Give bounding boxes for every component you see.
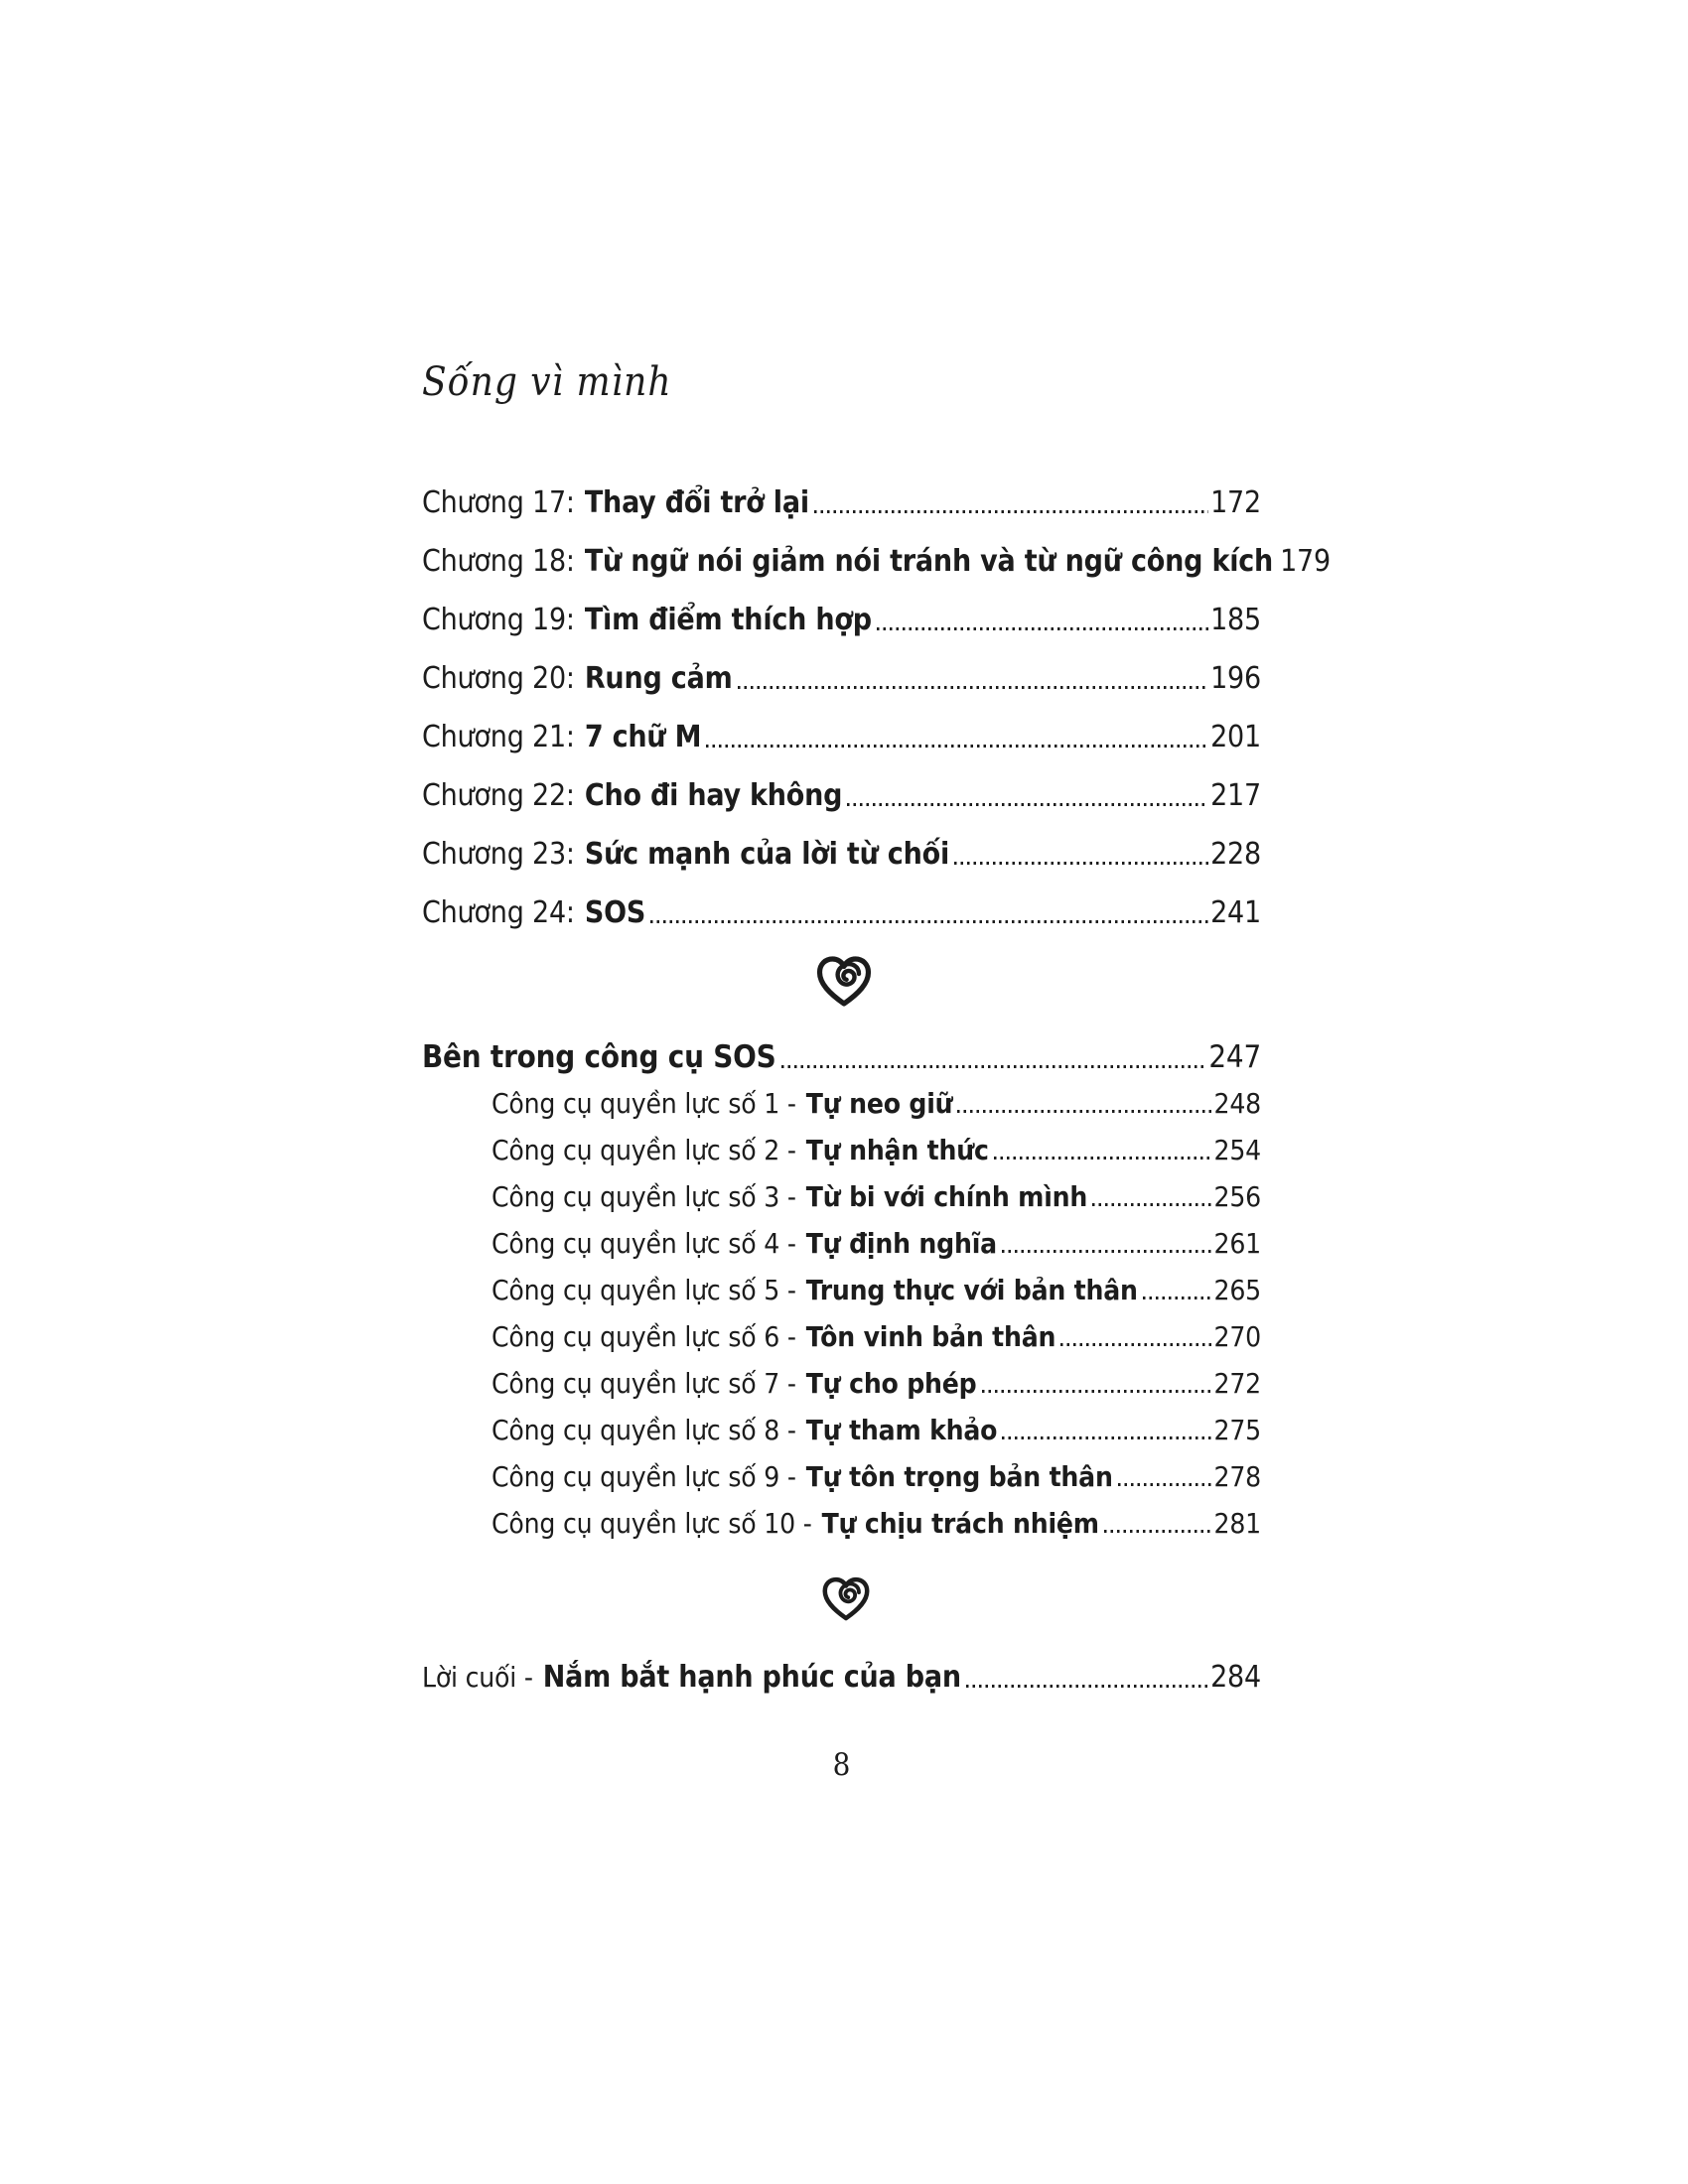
dot-leader (706, 745, 1208, 748)
tool-title: Tự nhận thức (805, 1134, 989, 1166)
dot-leader (982, 1390, 1212, 1393)
dot-leader (738, 686, 1209, 689)
toc-row-tool-6 (492, 1322, 1261, 1352)
chapter-label: Chương 21: (422, 720, 575, 754)
page-number: 196 (1210, 661, 1261, 696)
chapter-title: SOS (584, 895, 646, 930)
table-of-contents-chapters (422, 485, 1331, 955)
dot-leader (1092, 1203, 1211, 1206)
tool-label: Công cụ quyền lực số 3 - (492, 1180, 796, 1213)
toc-row-tool-9 (492, 1462, 1261, 1492)
tool-label: Công cụ quyền lực số 10 - (492, 1507, 812, 1540)
chapter-title: Từ ngữ nói giảm nói tránh và từ ngữ công kích (584, 544, 1274, 579)
closing-title: Nắm bắt hạnh phúc của bạn (542, 1660, 961, 1695)
dot-leader (847, 803, 1208, 806)
toc-row-chapter-22 (422, 779, 1261, 812)
tool-label: Công cụ quyền lực số 8 - (492, 1414, 796, 1446)
chapter-label: Chương 22: (422, 778, 575, 813)
toc-row-tool-3 (492, 1182, 1261, 1212)
tool-title: Trung thực với bản thân (805, 1274, 1138, 1306)
sos-tools-list (492, 1089, 1261, 1539)
dot-leader (1002, 1436, 1211, 1439)
closing-label: Lời cuối - (422, 1661, 533, 1694)
toc-row-closing (422, 1661, 1261, 1694)
chapter-label: Chương 19: (422, 603, 575, 637)
page-number: 281 (1213, 1507, 1261, 1540)
page-number: 228 (1210, 837, 1261, 872)
toc-row-tool-7 (492, 1369, 1261, 1399)
tool-title: Tôn vinh bản thân (805, 1320, 1056, 1353)
page-number: 275 (1213, 1414, 1261, 1446)
tool-title: Tự định nghĩa (805, 1227, 997, 1260)
tool-label: Công cụ quyền lực số 9 - (492, 1460, 796, 1493)
chapter-title: Tìm điểm thích hợp (584, 603, 872, 637)
chapter-title: 7 chữ M (584, 720, 702, 754)
page-number: 272 (1213, 1367, 1261, 1400)
toc-row-tool-2 (492, 1136, 1261, 1165)
chapter-label: Chương 17: (422, 485, 575, 520)
heart-swirl-icon (814, 955, 874, 1013)
toc-row-tool-10 (492, 1509, 1261, 1539)
page-number: 185 (1210, 603, 1261, 637)
toc-row-chapter-17 (422, 486, 1261, 519)
page-number: 254 (1213, 1134, 1261, 1166)
dot-leader (1060, 1343, 1211, 1346)
page-number: 247 (1208, 1039, 1261, 1075)
toc-row-chapter-20 (422, 662, 1261, 695)
tool-label: Công cụ quyền lực số 7 - (492, 1367, 796, 1400)
dot-leader (1002, 1250, 1212, 1253)
toc-row-chapter-21 (422, 721, 1261, 753)
dot-leader (957, 1110, 1211, 1113)
tool-label: Công cụ quyền lực số 5 - (492, 1274, 796, 1306)
chapter-title: Rung cảm (584, 661, 733, 696)
page-title: Sống vì mình (422, 359, 672, 405)
page-number: 248 (1213, 1087, 1261, 1120)
dot-leader (994, 1157, 1212, 1160)
dot-leader (966, 1685, 1208, 1688)
page-number: 256 (1213, 1180, 1261, 1213)
page-number: 261 (1213, 1227, 1261, 1260)
toc-row-tool-1 (492, 1089, 1261, 1119)
dot-leader (1104, 1530, 1212, 1533)
dot-leader (814, 510, 1208, 513)
chapter-title: Thay đổi trở lại (584, 485, 809, 520)
dot-leader (781, 1065, 1207, 1068)
tool-title: Từ bi với chính mình (805, 1180, 1088, 1213)
chapter-title: Sức mạnh của lời từ chối (584, 837, 949, 872)
toc-row-tool-5 (492, 1276, 1261, 1305)
table-of-contents-closing (422, 1661, 1261, 1694)
page-number: 265 (1213, 1274, 1261, 1306)
page-number: 284 (1210, 1660, 1261, 1695)
section-title: Bên trong công cụ SOS (422, 1039, 776, 1075)
toc-row-chapter-23 (422, 838, 1261, 871)
tool-label: Công cụ quyền lực số 2 - (492, 1134, 796, 1166)
tool-title: Tự cho phép (805, 1367, 977, 1400)
chapter-label: Chương 23: (422, 837, 575, 872)
toc-row-chapter-24 (422, 896, 1261, 929)
dot-leader (650, 920, 1208, 923)
tool-label: Công cụ quyền lực số 1 - (492, 1087, 796, 1120)
tool-title: Tự chịu trách nhiệm (821, 1507, 1099, 1540)
toc-row-chapter-19 (422, 604, 1261, 636)
dot-leader (1118, 1483, 1212, 1486)
page-number: 201 (1210, 720, 1261, 754)
chapter-label: Chương 20: (422, 661, 575, 696)
page-number: 172 (1210, 485, 1261, 520)
page-number: 217 (1210, 778, 1261, 813)
chapter-label: Chương 24: (422, 895, 575, 930)
folio-page-number: 8 (832, 1747, 851, 1783)
chapter-label: Chương 18: (422, 544, 575, 579)
dot-leader (1143, 1297, 1212, 1299)
toc-row-chapter-18 (422, 544, 1331, 579)
page-number: 270 (1213, 1320, 1261, 1353)
page-number: 241 (1210, 895, 1261, 930)
toc-row-sos-section (422, 1041, 1261, 1074)
tool-title: Tự tham khảo (805, 1414, 998, 1446)
toc-row-tool-4 (492, 1229, 1261, 1259)
page-number: 179 (1280, 544, 1331, 579)
tool-label: Công cụ quyền lực số 6 - (492, 1320, 796, 1353)
page-number: 278 (1213, 1460, 1261, 1493)
chapter-title: Cho đi hay không (584, 778, 843, 813)
tool-label: Công cụ quyền lực số 4 - (492, 1227, 796, 1260)
toc-row-tool-8 (492, 1416, 1261, 1445)
table-of-contents-sos-section (422, 1041, 1261, 1556)
dot-leader (877, 627, 1208, 630)
tool-title: Tự neo giữ (805, 1087, 953, 1120)
tool-title: Tự tôn trọng bản thân (805, 1460, 1113, 1493)
heart-swirl-icon (820, 1574, 872, 1628)
dot-leader (954, 862, 1208, 865)
